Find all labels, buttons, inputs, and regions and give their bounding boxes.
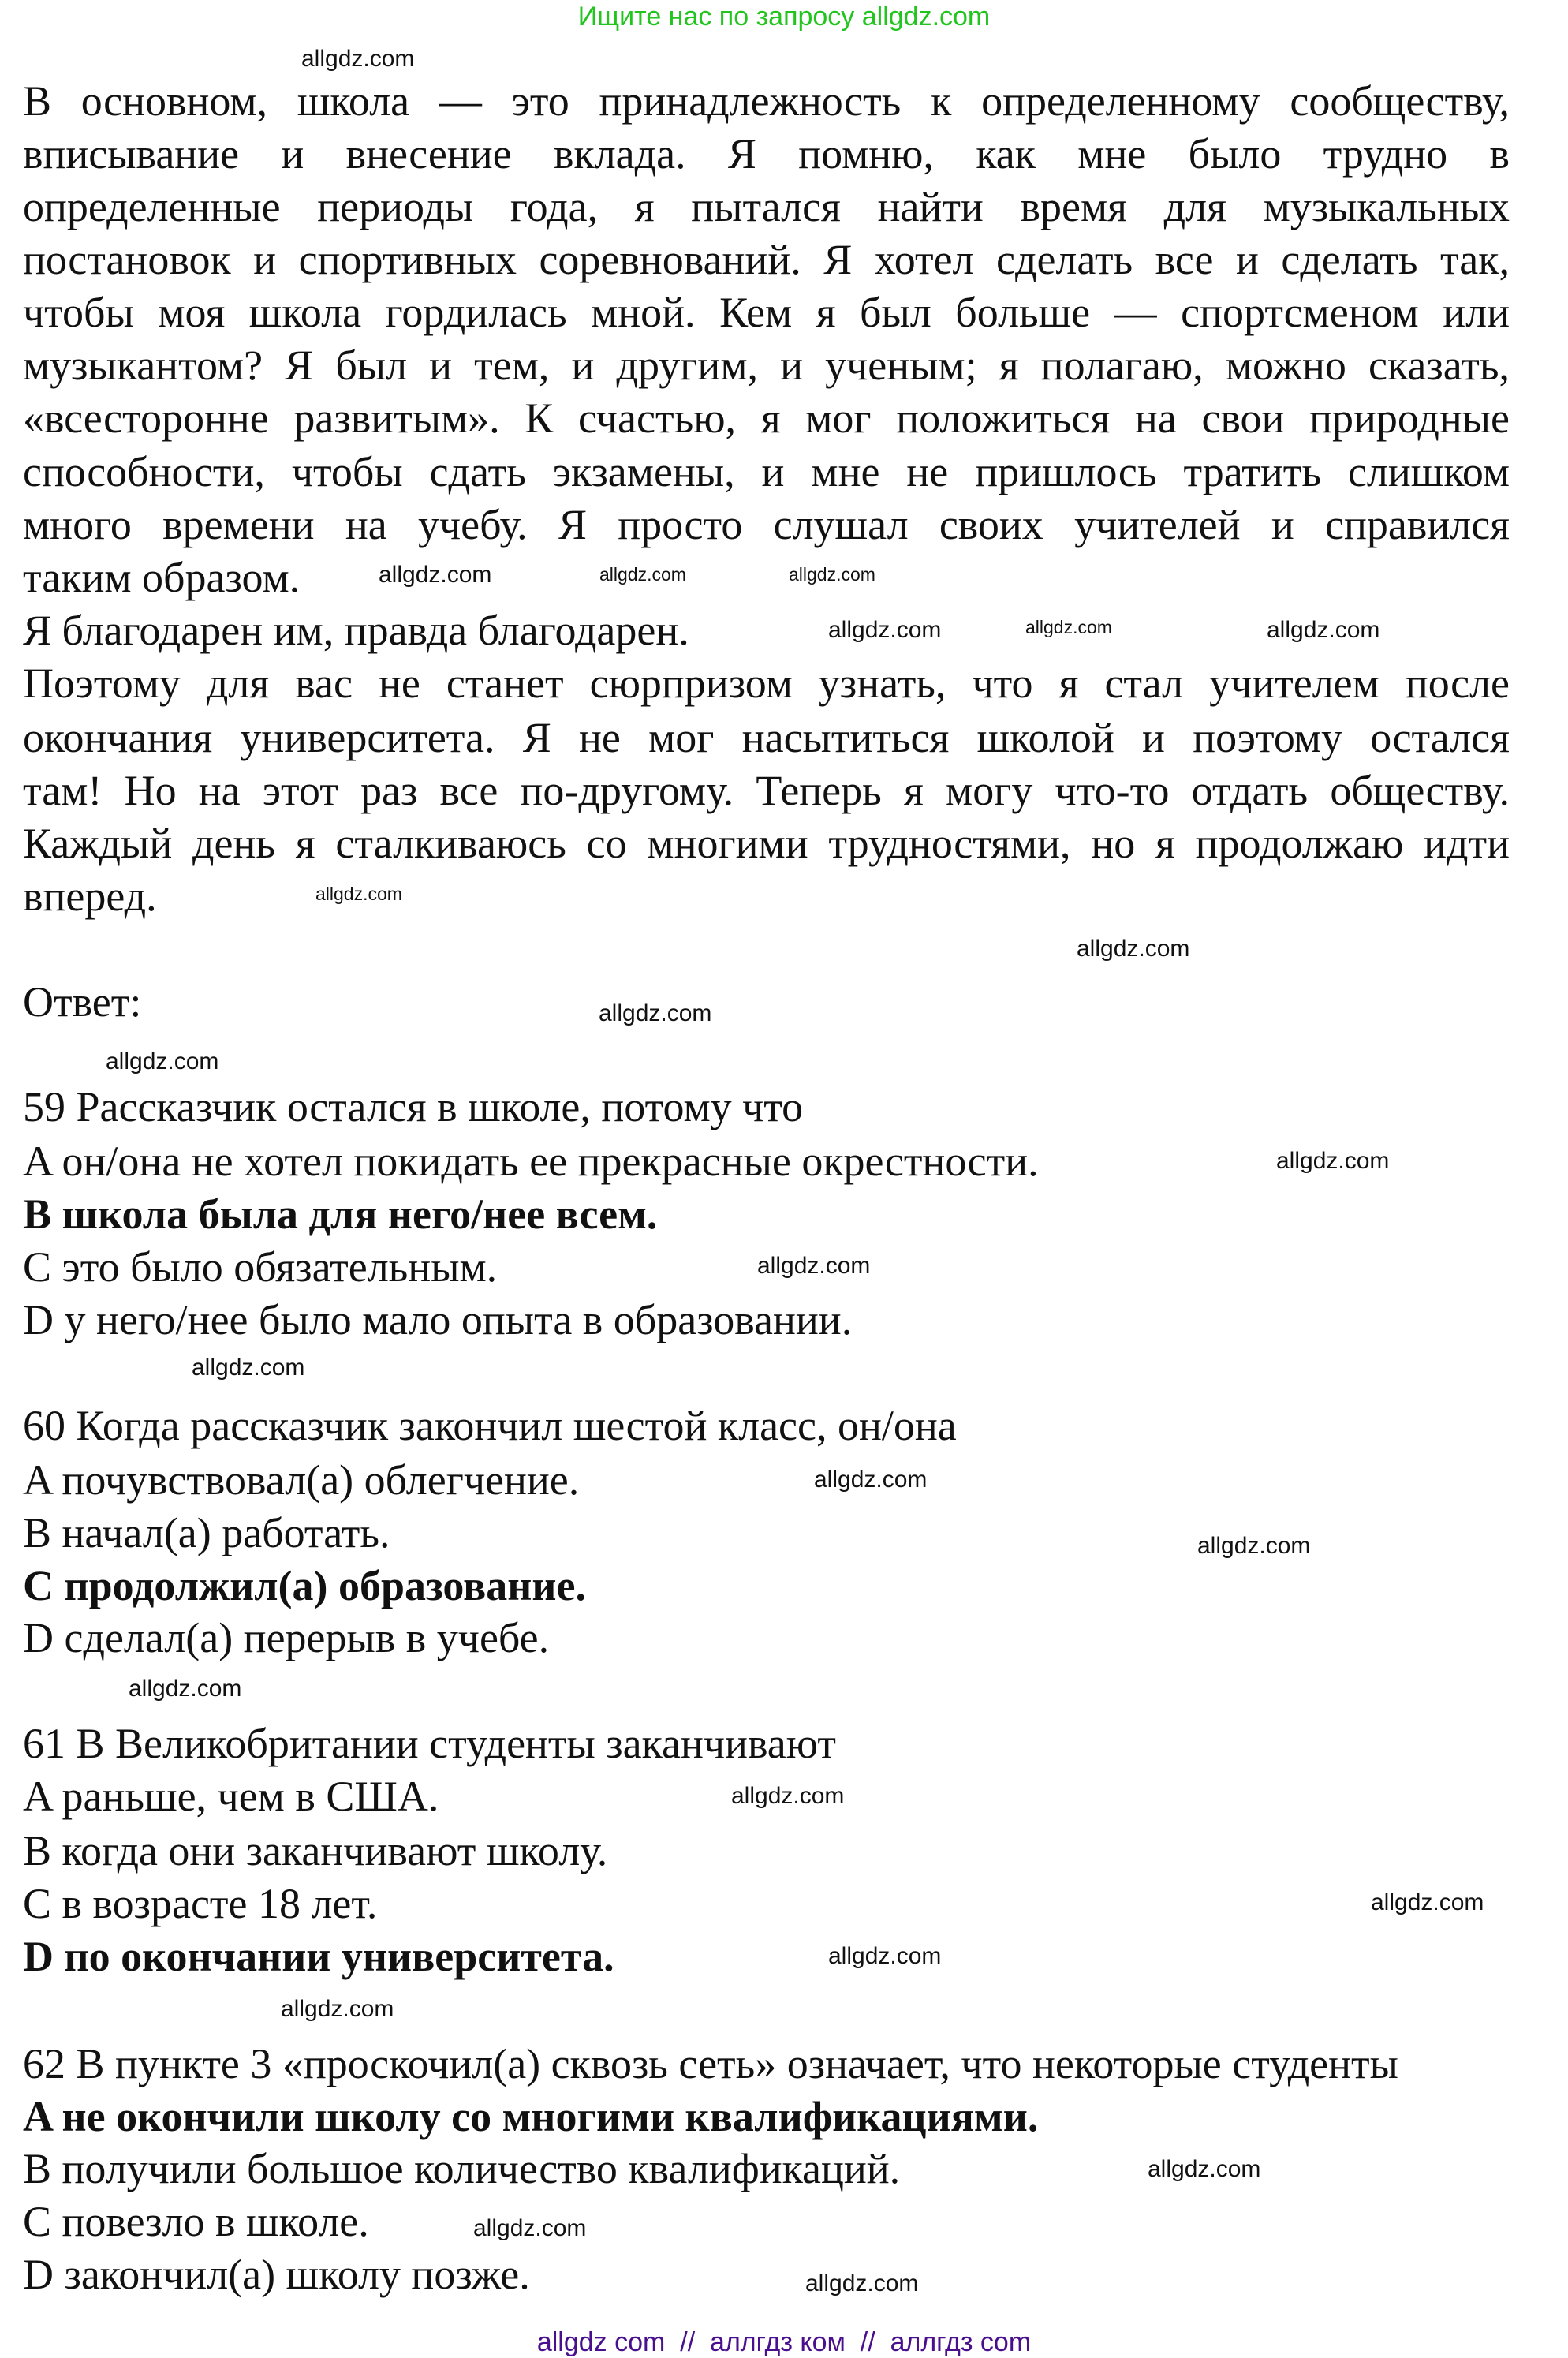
correct-answer-line: D по окончании университета.	[23, 1933, 614, 1980]
text-line: определенные периоды года, я пытался найти время для музыкальных	[23, 183, 1510, 230]
text-line: «всесторонне развитым». К счастью, я мог положиться на свои природные	[23, 394, 1510, 442]
watermark: allgdz.com	[599, 564, 686, 585]
text-line: C это было обязательным.	[23, 1243, 498, 1291]
text-line: таким образом.	[23, 554, 301, 601]
text-line: много времени на учебу. Я просто слушал своих учителей и справился	[23, 501, 1510, 548]
text-line: B начал(а) работать.	[23, 1509, 390, 1556]
search-promo-header: Ищите нас по запросу allgdz.com	[577, 2, 991, 32]
watermark: allgdz.com	[828, 1943, 942, 1969]
watermark: allgdz.com	[106, 1048, 219, 1074]
watermark: allgdz.com	[1148, 2156, 1261, 2182]
text-line: B когда они заканчивают школу.	[23, 1827, 608, 1874]
text-line: A почувствовал(а) облегчение.	[23, 1456, 580, 1504]
watermark: allgdz.com	[129, 1676, 242, 1702]
text-line: там! Но на этот раз все по-другому. Теперь я могу что-то отдать обществу.	[23, 767, 1510, 814]
text-line: A он/она не хотел покидать ее прекрасные окрестности.	[23, 1138, 1039, 1185]
watermark: allgdz.com	[281, 1996, 394, 2022]
text-line: окончания университета. Я не мог насытиться школой и поэтому остался	[23, 714, 1510, 761]
watermark: allgdz.com	[828, 617, 942, 643]
text-line: D у него/нее было мало опыта в образовании.	[23, 1296, 853, 1343]
watermark: allgdz.com	[315, 884, 402, 904]
text-line: постановок и спортивных соревнований. Я хотел сделать все и сделать так,	[23, 236, 1510, 283]
watermark: allgdz.com	[1077, 936, 1190, 962]
text-line: Поэтому для вас не станет сюрпризом узнать, что я стал учителем после	[23, 660, 1510, 707]
text-line: вписывание и внесение вклада. Я помню, как мне было трудно в	[23, 130, 1510, 178]
watermark: allgdz.com	[789, 564, 875, 585]
text-line: A раньше, чем в США.	[23, 1773, 439, 1820]
text-line: 62 В пункте 3 «проскочил(а) сквозь сеть» означает, что некоторые студенты	[23, 2040, 1398, 2087]
text-line: вперед.	[23, 873, 157, 920]
text-line: 59 Рассказчик остался в школе, потому что	[23, 1083, 804, 1130]
text-line: способности, чтобы сдать экзамены, и мне не пришлось тратить слишком	[23, 448, 1510, 495]
watermark: allgdz.com	[301, 46, 415, 72]
correct-answer-line: B школа была для него/нее всем.	[23, 1190, 658, 1238]
correct-answer-line: A не окончили школу со многими квалификациями.	[23, 2093, 1039, 2140]
text-line: Каждый день я сталкиваюсь со многими трудностями, но я продолжаю идти	[23, 820, 1510, 867]
text-line: В основном, школа — это принадлежность к определенному сообществу,	[23, 77, 1510, 125]
watermark: allgdz.com	[379, 562, 492, 588]
text-line: C повезло в школе.	[23, 2198, 369, 2245]
text-line: C в возрасте 18 лет.	[23, 1880, 378, 1927]
watermark: allgdz.com	[192, 1355, 305, 1381]
footer-links: allgdz com // аллгдз ком // аллгдз com	[536, 2327, 1032, 2357]
watermark: allgdz.com	[1267, 617, 1380, 643]
watermark: allgdz.com	[1197, 1533, 1311, 1559]
text-line: Я благодарен им, правда благодарен.	[23, 607, 689, 654]
watermark: allgdz.com	[814, 1467, 928, 1493]
text-line: B получили большое количество квалификаций.	[23, 2145, 901, 2192]
watermark: allgdz.com	[1025, 617, 1112, 637]
text-line: музыкантом? Я был и тем, и другим, и ученым; я полагаю, можно сказать,	[23, 342, 1510, 389]
text-line: D сделал(а) перерыв в учебе.	[23, 1614, 550, 1661]
text-line: Ответ:	[23, 978, 142, 1026]
watermark: allgdz.com	[599, 1000, 712, 1026]
watermark: allgdz.com	[1276, 1148, 1390, 1174]
watermark: allgdz.com	[731, 1783, 845, 1809]
watermark: allgdz.com	[805, 2270, 919, 2296]
text-line: 60 Когда рассказчик закончил шестой класс, он/она	[23, 1402, 957, 1449]
watermark: allgdz.com	[757, 1253, 871, 1279]
text-line: 61 В Великобритании студенты заканчивают	[23, 1720, 836, 1767]
watermark: allgdz.com	[1371, 1889, 1484, 1915]
watermark: allgdz.com	[473, 2215, 587, 2241]
text-line: чтобы моя школа гордилась мной. Кем я был больше — спортсменом или	[23, 289, 1510, 336]
correct-answer-line: C продолжил(а) образование.	[23, 1562, 586, 1609]
text-line: D закончил(а) школу позже.	[23, 2251, 530, 2298]
